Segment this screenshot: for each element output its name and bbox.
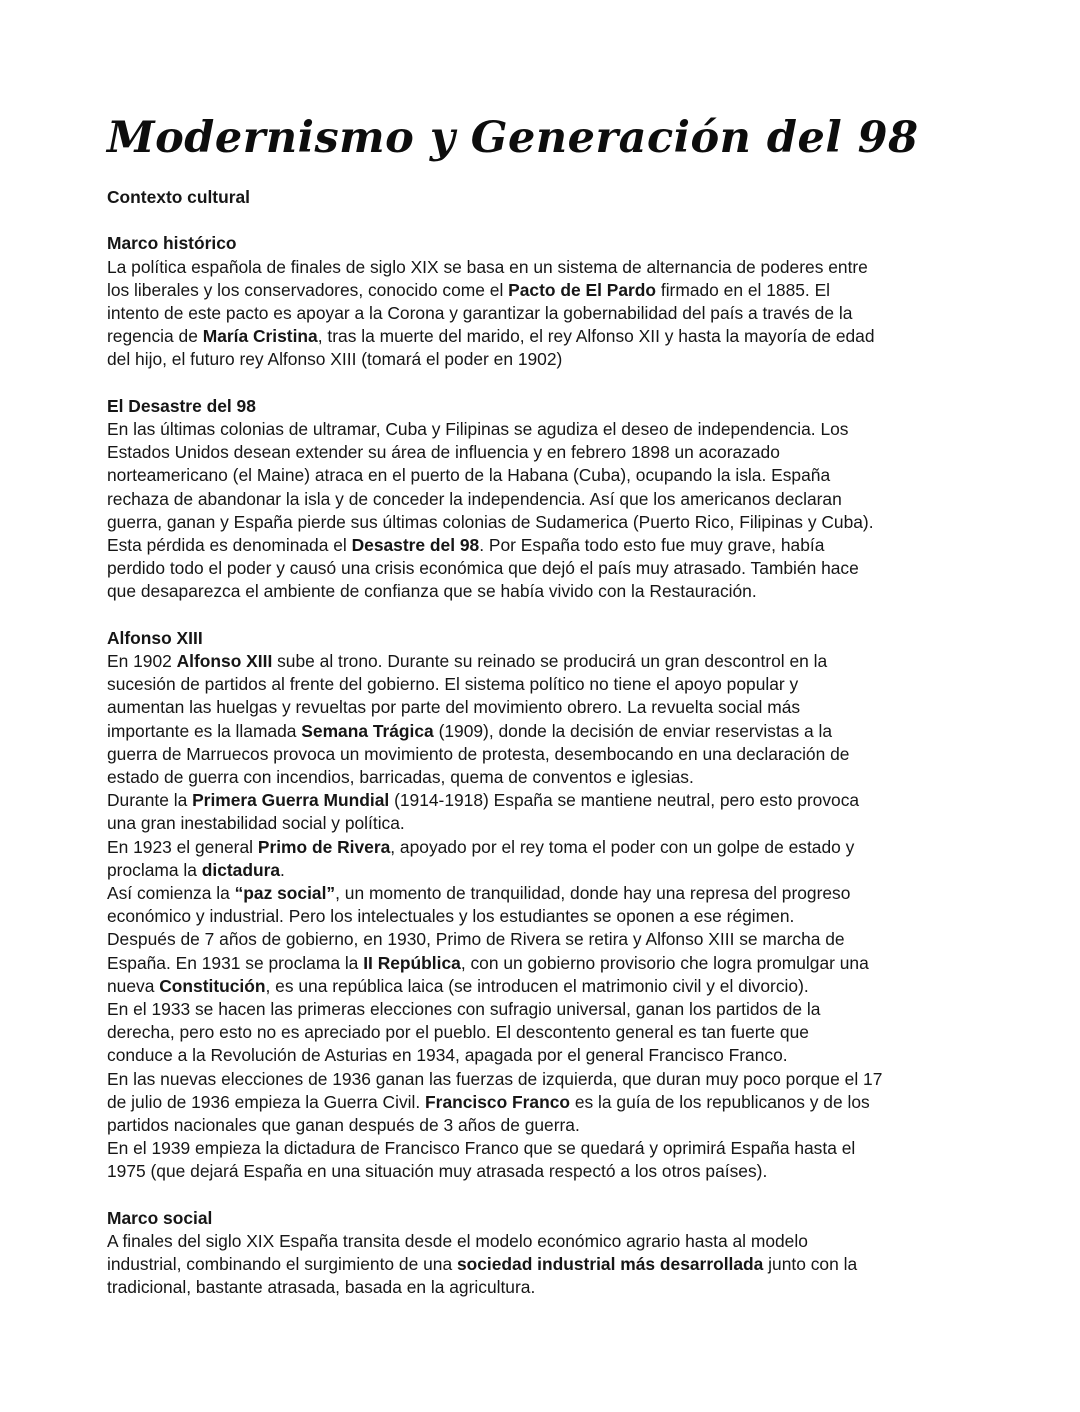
spacer <box>107 209 987 232</box>
paragraph <box>107 256 987 372</box>
paragraph <box>107 998 987 1068</box>
text-run: de julio de 1936 empieza la Guerra Civil. <box>107 1091 426 1112</box>
text-run: guerra de Marruecos provoca un movimiento de protesta, desembocando en una declaración de <box>107 743 850 764</box>
spacer <box>107 604 987 627</box>
spacer <box>107 372 987 395</box>
text-run: , apoyado por el rey toma el poder con un golpe de estado y <box>390 836 855 857</box>
text-run: sube al trono. Durante su reinado se producirá un gran descontrol en la <box>272 651 828 672</box>
text-run: , tras la muerte del marido, el rey Alfonso XII y hasta la mayoría de edad <box>317 326 875 347</box>
bold-term: II República <box>363 952 461 973</box>
text-run: En las últimas colonias de ultramar, Cuba y Filipinas se agudiza el deseo de independencia. Los <box>107 419 849 439</box>
paragraph <box>107 1230 987 1300</box>
text-run: , es una república laica (se introducen el matrimonio civil y el divorcio). <box>265 975 809 996</box>
paragraph <box>107 418 987 604</box>
section-heading: Marco histórico <box>107 233 237 254</box>
text-run: regencia de <box>107 326 203 347</box>
section-heading: Alfonso XIII <box>107 627 203 648</box>
section-heading: Marco social <box>107 1207 213 1228</box>
text-run: es la guía de los republicanos y de los <box>570 1091 870 1112</box>
section <box>107 627 987 1184</box>
paragraph <box>107 1137 987 1183</box>
section <box>107 395 987 604</box>
text-run: En 1902 <box>107 651 177 672</box>
paragraph <box>107 836 987 882</box>
section <box>107 232 987 371</box>
text-run: una gran inestabilidad social y política. <box>107 813 405 834</box>
text-run: En el 1939 empieza la dictadura de Francisco Franco que se quedará y oprimirá España hasta el <box>107 1138 856 1159</box>
text-run: , un momento de tranquilidad, donde hay una represa del progreso <box>335 883 851 904</box>
text-run: los liberales y los conservadores, conocido come el <box>107 279 509 300</box>
text-run: En el 1933 se hacen las primeras elecciones con sufragio universal, ganan los partidos de la <box>107 999 821 1020</box>
text-run: , con un gobierno provisorio che logra promulgar una <box>460 952 869 973</box>
text-run: económico y industrial. Pero los intelectuales y los estudiantes se oponen a ese régimen. <box>107 906 795 927</box>
bold-term: “paz social” <box>234 883 336 904</box>
spacer <box>107 1184 987 1207</box>
paragraph <box>107 650 987 789</box>
text-run: . <box>280 859 285 880</box>
text-run: 1975 (que dejará España en una situación muy atrasada respectó a los otros países). <box>107 1161 768 1182</box>
document-title: Modernismo y Generación del 98 <box>107 113 919 163</box>
subtitle: Contexto cultural <box>107 187 250 207</box>
bold-term: Constitución <box>159 975 266 996</box>
bold-term: Desastre del 98 <box>351 535 480 556</box>
text-run: que desaparezca el ambiente de confianza que se había vivido con la Restauración. <box>107 581 757 602</box>
bold-term: Alfonso XIII <box>176 651 273 672</box>
bold-term: Semana Trágica <box>301 720 434 741</box>
text-run: junto con la <box>763 1254 858 1275</box>
text-run: En 1923 el general <box>107 836 258 857</box>
text-run: conduce a la Revolución de Asturias en 1934, apagada por el general Francisco Franco. <box>107 1045 788 1066</box>
bold-term: Francisco Franco <box>425 1091 571 1112</box>
text-run: (1909), donde la decisión de enviar reservistas a la <box>433 720 833 741</box>
text-run: intento de este pacto es apoyar a la Corona y garantizar la gobernabilidad del país a través de la <box>107 303 853 323</box>
text-run: importante es la llamada <box>107 720 302 741</box>
text-run: nueva <box>107 975 160 996</box>
text-run: aumentan las huelgas y revueltas por parte del movimiento obrero. La revuelta social más <box>107 697 801 718</box>
bold-term: dictadura <box>201 859 281 880</box>
text-run: derecha, pero esto no es apreciado por el pueblo. El descontento general es tan fuerte que <box>107 1022 809 1043</box>
text-run: Así comienza la <box>107 883 235 904</box>
text-run: proclama la <box>107 859 202 880</box>
text-run: industrial, combinando el surgimiento de una <box>107 1254 457 1275</box>
paragraph <box>107 882 987 928</box>
section <box>107 1207 987 1300</box>
text-run: La política española de finales de siglo XIX se basa en un sistema de alternancia de poderes entre <box>107 256 868 277</box>
bold-term: sociedad industrial más desarrollada <box>456 1254 764 1275</box>
text-run: . Por España todo esto fue muy grave, había <box>479 535 825 556</box>
bold-term: Primo de Rivera <box>257 836 391 857</box>
text-run: Después de 7 años de gobierno, en 1930, Primo de Rivera se retira y Alfonso XIII se marcha de <box>107 929 845 950</box>
section-heading: El Desastre del 98 <box>107 395 256 416</box>
text-run: estado de guerra con incendios, barricadas, quema de conventos e iglesias. <box>107 767 694 788</box>
text-run: del hijo, el futuro rey Alfonso XIII (tomará el poder en 1902) <box>107 349 563 370</box>
text-run: sucesión de partidos al frente del gobierno. El sistema político no tiene el apoyo popular y <box>107 674 799 695</box>
document-body <box>107 186 987 1300</box>
text-run: (1914-1918) España se mantiene neutral, pero esto provoca <box>389 790 860 811</box>
text-run: rechaza de abandonar la isla y de conceder la independencia. Así que los americanos declaran <box>107 488 842 509</box>
text-run: España. En 1931 se proclama la <box>107 952 364 973</box>
text-run: perdido todo el poder y causó una crisis económica que dejó el país muy atrasado. También hace <box>107 558 859 579</box>
text-run: firmado en el 1885. El <box>656 279 831 300</box>
bold-term: Pacto de El Pardo <box>508 279 657 300</box>
paragraph <box>107 928 987 998</box>
sections-container <box>107 232 987 1299</box>
text-run: norteamericano (el Maine) atraca en el puerto de la Habana (Cuba), ocupando la isla. España <box>107 465 831 486</box>
bold-term: María Cristina <box>202 326 318 347</box>
text-run: Esta pérdida es denominada el <box>107 535 352 556</box>
text-run: tradicional, bastante atrasada, basada en la agricultura. <box>107 1277 536 1298</box>
text-run: Estados Unidos desean extender su área de influencia y en febrero 1898 un acorazado <box>107 442 780 463</box>
text-run: En las nuevas elecciones de 1936 ganan las fuerzas de izquierda, que duran muy poco porque el 17 <box>107 1068 883 1089</box>
text-run: Durante la <box>107 790 193 811</box>
bold-term: Primera Guerra Mundial <box>192 790 390 811</box>
text-run: partidos nacionales que ganan después de 3 años de guerra. <box>107 1115 580 1136</box>
paragraph <box>107 789 987 835</box>
text-run: A finales del siglo XIX España transita desde el modelo económico agrario hasta al modelo <box>107 1231 808 1252</box>
text-run: guerra, ganan y España pierde sus últimas colonias de Sudamerica (Puerto Rico, Filipinas y Cuba). <box>107 511 874 532</box>
paragraph <box>107 1068 987 1138</box>
